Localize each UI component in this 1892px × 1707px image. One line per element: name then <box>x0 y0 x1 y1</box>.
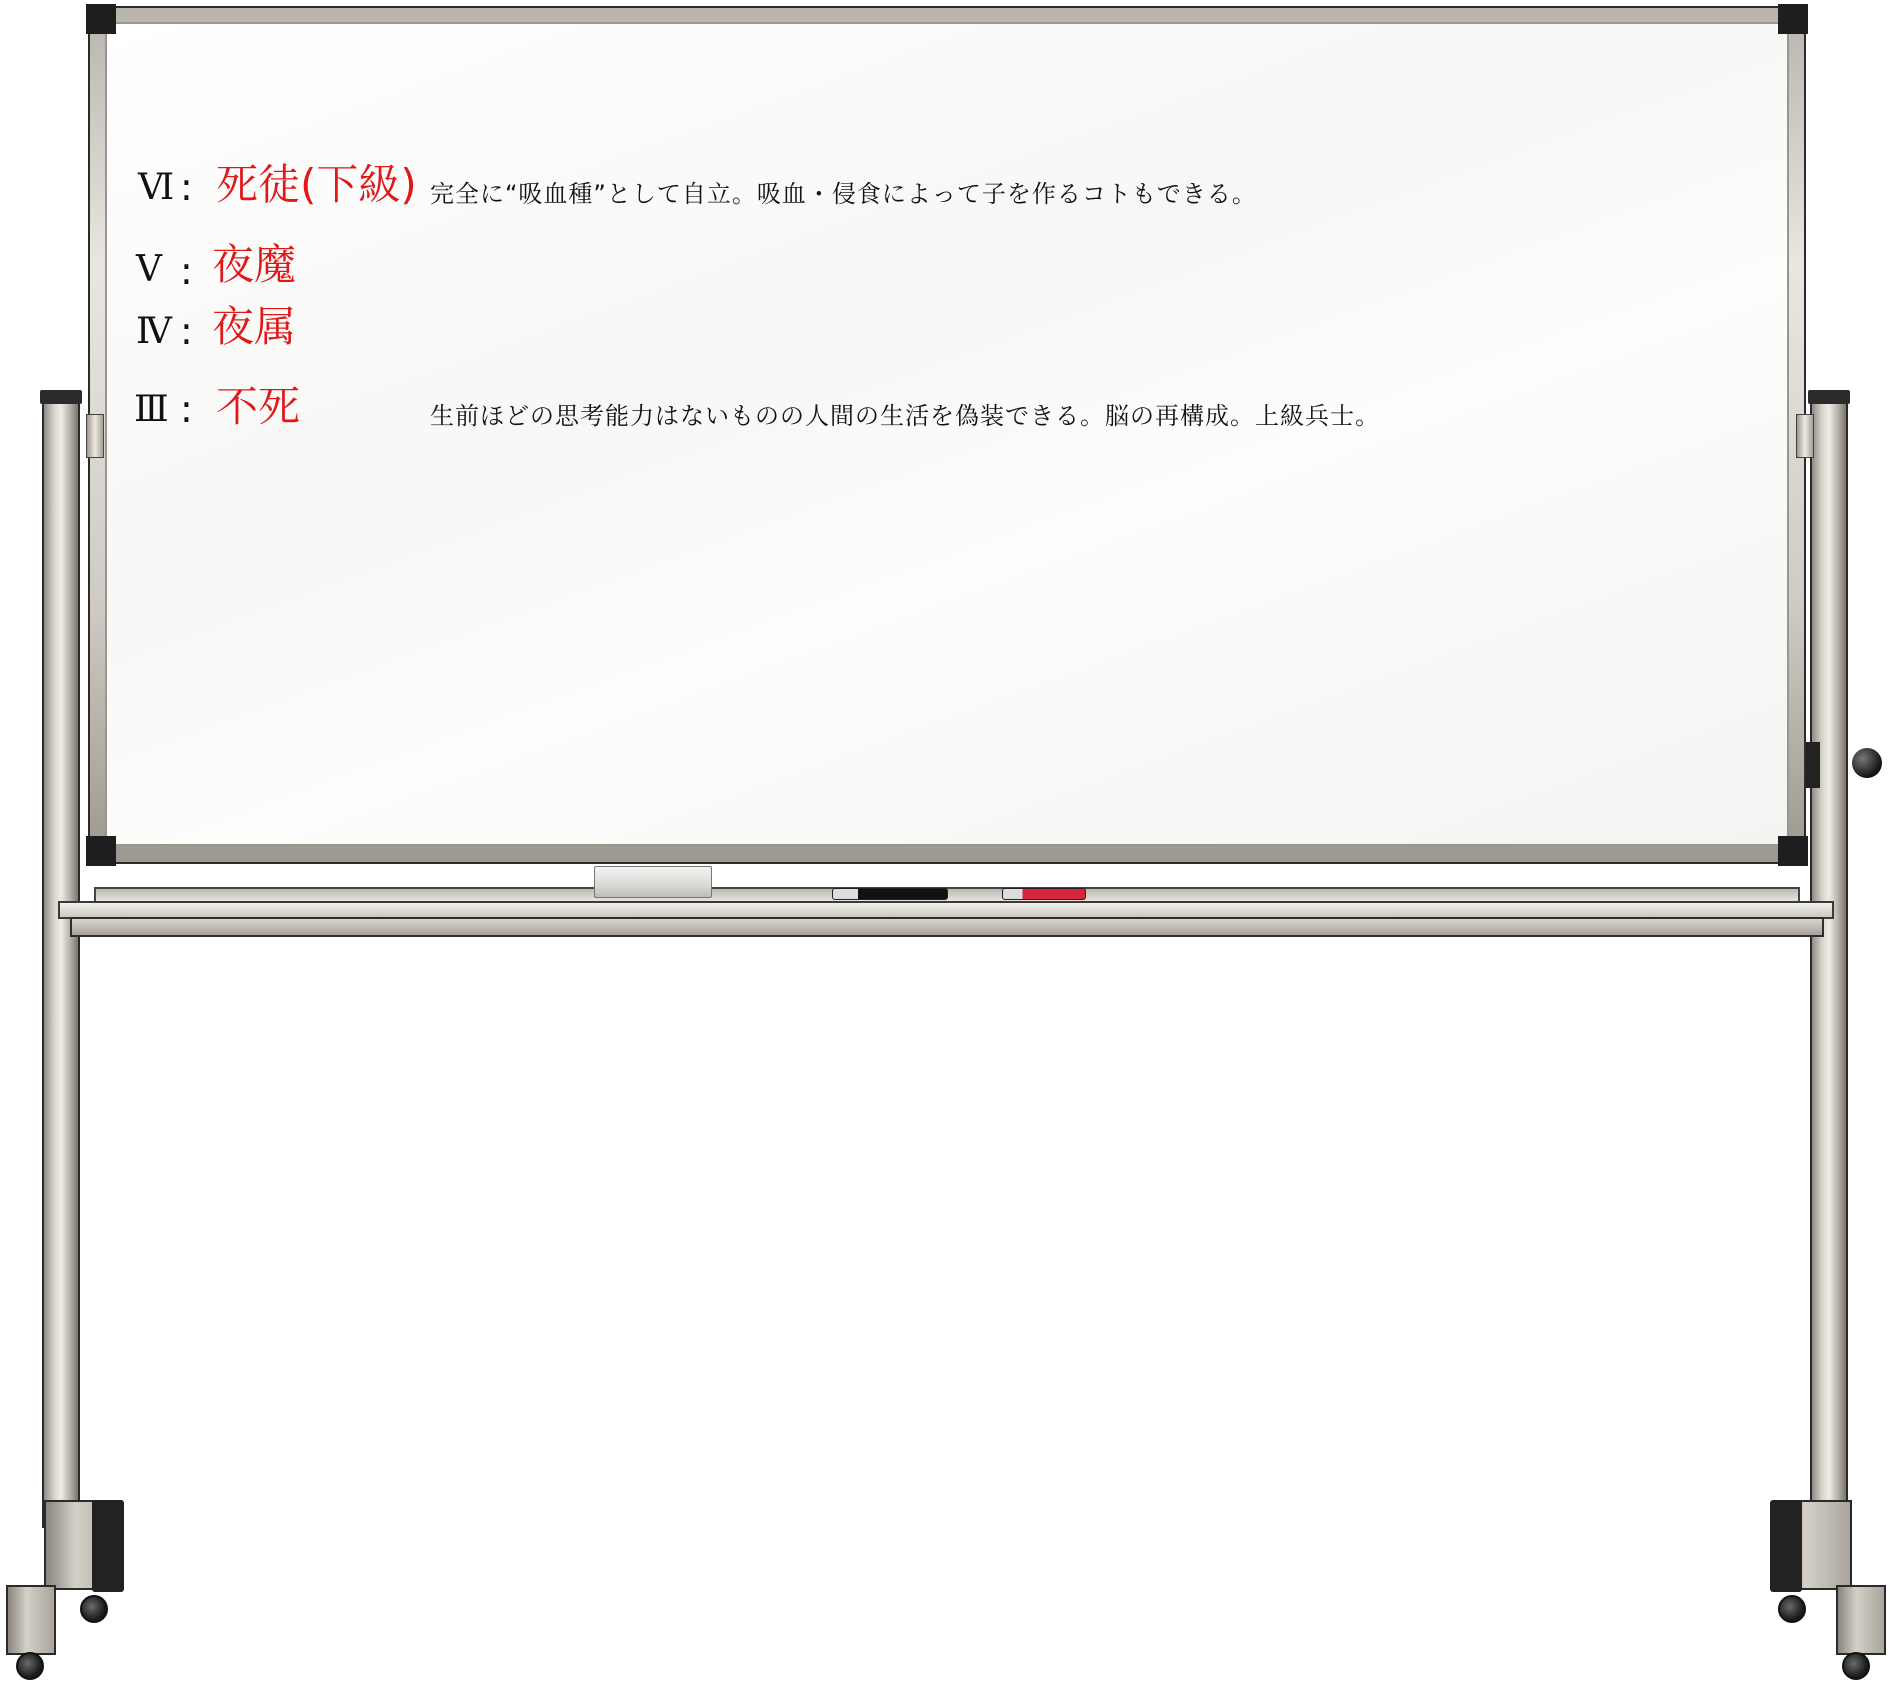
left-foot-end <box>92 1500 124 1592</box>
row-6-numeral: Ⅵ <box>138 167 175 208</box>
right-front-wheel <box>1842 1652 1870 1680</box>
left-rear-wheel <box>80 1595 108 1623</box>
row-4-separator: : <box>180 309 193 353</box>
row-3-numeral: Ⅲ <box>134 389 169 430</box>
row-5-rank: 夜魔 <box>212 240 297 289</box>
row-6-rank: 死徒(下級) <box>216 160 417 209</box>
row-6-separator: : <box>180 165 193 209</box>
left-leg <box>42 398 80 1528</box>
corner-bottom-left <box>86 836 116 866</box>
right-rear-wheel <box>1778 1595 1806 1623</box>
left-front-wheel <box>16 1652 44 1680</box>
corner-top-right <box>1778 4 1808 34</box>
row-6-description: 完全に“吸血種”として自立。吸血・侵食によって子を作るコトもできる。 <box>430 180 1257 208</box>
left-foot-front <box>6 1585 56 1655</box>
row-5-numeral: Ⅴ <box>136 249 162 290</box>
tray-lip <box>70 917 1824 937</box>
row-3-separator: : <box>180 387 193 431</box>
right-hinge <box>1796 414 1814 458</box>
right-foot-front <box>1836 1585 1886 1655</box>
corner-bottom-right <box>1778 836 1808 866</box>
board-surface <box>105 22 1789 846</box>
row-4-numeral: Ⅳ <box>136 311 172 352</box>
right-foot-end <box>1770 1500 1802 1592</box>
right-leg <box>1810 398 1848 1528</box>
eraser-icon[interactable] <box>594 866 712 898</box>
red-marker[interactable] <box>1002 888 1086 900</box>
knob-mount <box>1806 742 1820 788</box>
left-leg-cap <box>40 390 82 404</box>
left-hinge <box>86 414 104 458</box>
right-leg-cap <box>1808 390 1850 404</box>
knob-icon[interactable] <box>1852 748 1882 778</box>
row-3-description: 生前ほどの思考能力はないものの人間の生活を偽装できる。脳の再構成。上級兵士。 <box>430 402 1380 430</box>
black-marker[interactable] <box>832 888 948 900</box>
row-5-separator: : <box>180 249 193 293</box>
row-4-rank: 夜属 <box>212 302 297 351</box>
corner-top-left <box>86 4 116 34</box>
row-3-rank: 不死 <box>216 382 301 431</box>
